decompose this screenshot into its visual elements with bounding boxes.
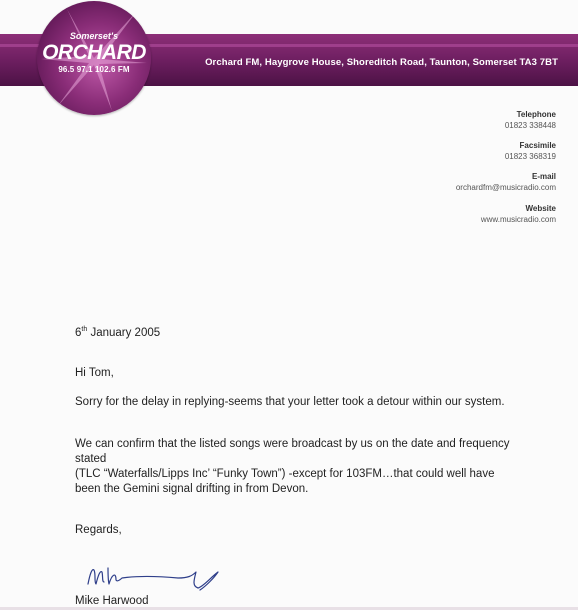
letter-paragraph-2-line2: (TLC “Waterfalls/Lipps Inc’ “Funky Town”) -except for 103FM…that could well have been the Gemini signal drifting in from Devon. <box>75 468 495 495</box>
website-value: www.musicradio.com <box>480 215 556 224</box>
logo-frequency-2: 97.1 <box>76 65 93 74</box>
date-suffix: th <box>81 326 88 333</box>
contact-facsimile <box>505 141 556 161</box>
contact-telephone <box>505 110 556 130</box>
facsimile-value: 01823 368319 <box>504 152 556 161</box>
contact-website <box>481 204 556 224</box>
letter-paragraph-2 <box>75 437 515 497</box>
logo-line-orchard: ORCHARD <box>42 41 146 64</box>
station-address: Orchard FM, Haygrove House, Shoreditch Road, Taunton, Somerset TA3 7BT <box>205 57 558 68</box>
logo-line-somersets: Somerset's <box>69 31 119 41</box>
email-value: orchardfm@musicradio.com <box>455 183 556 192</box>
letter-greeting: Hi Tom, <box>75 367 114 379</box>
website-label: Website <box>525 204 556 213</box>
handwritten-signature <box>86 560 226 594</box>
contact-email <box>456 172 556 192</box>
logo-frequency-3: 102.6 <box>95 65 116 74</box>
telephone-value: 01823 338448 <box>504 121 556 130</box>
logo-frequency-1: 96.5 <box>58 65 75 74</box>
date-month-year: January 2005 <box>87 326 161 339</box>
signer-name: Mike Harwood <box>75 595 149 607</box>
telephone-label: Telephone <box>516 110 556 119</box>
letter-paragraph-1: Sorry for the delay in replying-seems that your letter took a detour within our system. <box>75 396 505 408</box>
letter-paragraph-2-line1: We can confirm that the listed songs were broadcast by us on the date and frequency stated <box>75 438 510 465</box>
facsimile-label: Facsimile <box>519 141 556 150</box>
letter-closing: Regards, <box>75 524 122 536</box>
logo-frequency-unit: FM <box>117 65 130 74</box>
orchard-fm-logo <box>37 1 151 115</box>
letter-date <box>75 322 160 341</box>
date-day: 6 <box>75 326 82 339</box>
logo-frequencies <box>37 65 151 74</box>
email-label: E-mail <box>531 172 556 181</box>
